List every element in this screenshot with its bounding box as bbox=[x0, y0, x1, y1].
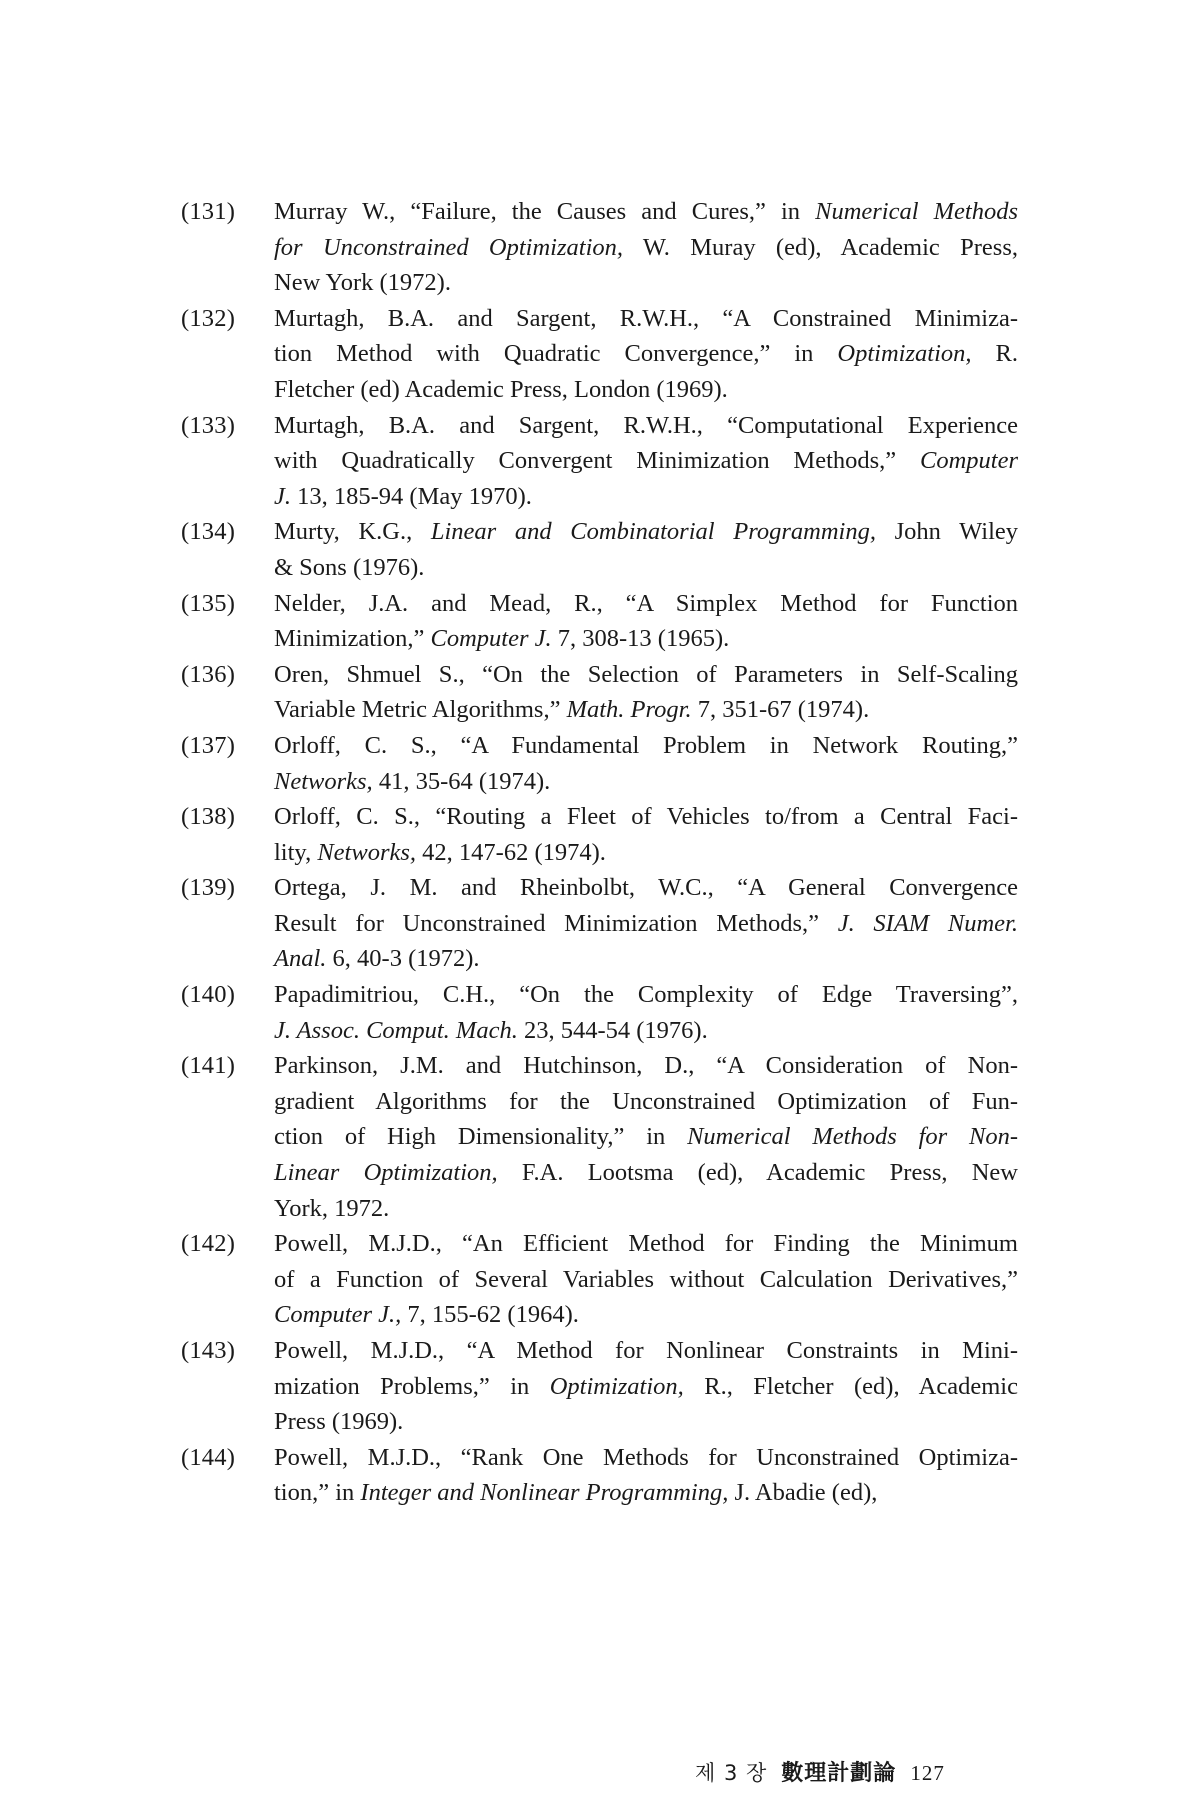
reference-italic-text: Computer J., bbox=[274, 1301, 402, 1329]
reference-plain-text: Papadimitriou, C.H., “On the Complexity of Edge Traversing”, bbox=[274, 981, 1018, 1009]
reference-entry bbox=[181, 870, 1018, 977]
reference-plain-text: 13, 185-94 (May 1970). bbox=[291, 482, 532, 510]
reference-plain-text: John Wiley bbox=[875, 518, 1018, 546]
reference-entry bbox=[181, 657, 1018, 728]
reference-plain-text: Result for Unconstrained Minimization Methods,” bbox=[274, 909, 838, 937]
reference-line bbox=[274, 870, 1018, 906]
reference-line bbox=[274, 1440, 1018, 1476]
reference-line bbox=[274, 977, 1018, 1013]
reference-plain-text: lity, bbox=[274, 838, 318, 866]
reference-line bbox=[274, 657, 1018, 693]
reference-line bbox=[274, 586, 1018, 622]
reference-text bbox=[274, 1226, 1018, 1333]
reference-text bbox=[274, 194, 1018, 301]
reference-line bbox=[274, 1048, 1018, 1084]
reference-plain-text: Parkinson, J.M. and Hutchinson, D., “A Consideration of Non- bbox=[274, 1052, 1018, 1080]
reference-line bbox=[274, 1333, 1018, 1369]
reference-italic-text: Anal. bbox=[274, 945, 327, 973]
reference-italic-text: Optimization, bbox=[549, 1372, 684, 1400]
reference-line bbox=[274, 1084, 1018, 1120]
reference-line bbox=[274, 692, 1018, 728]
reference-plain-text: 41, 35-64 (1974). bbox=[372, 767, 551, 795]
reference-line bbox=[274, 1119, 1018, 1155]
reference-list bbox=[181, 194, 1018, 1511]
reference-text bbox=[274, 586, 1018, 657]
reference-line bbox=[274, 728, 1018, 764]
reference-line bbox=[274, 941, 1018, 977]
reference-number: (133) bbox=[181, 411, 236, 439]
reference-plain-text: Orloff, C. S., “A Fundamental Problem in Network Routing,” bbox=[274, 731, 1018, 759]
reference-line bbox=[274, 1226, 1018, 1262]
reference-text bbox=[274, 657, 1018, 728]
reference-plain-text: Minimization,” bbox=[274, 625, 431, 653]
reference-entry bbox=[181, 728, 1018, 799]
reference-italic-text: Integer and Nonlinear Programming, bbox=[360, 1479, 729, 1507]
reference-plain-text: Orloff, C. S., “Routing a Fleet of Vehicles to/from a Central Faci- bbox=[274, 803, 1018, 831]
reference-line bbox=[274, 265, 1018, 301]
reference-number: (137) bbox=[181, 731, 236, 759]
reference-plain-text: Murty, K.G., bbox=[274, 518, 431, 546]
reference-italic-text: J. bbox=[274, 482, 291, 510]
reference-italic-text: J. Assoc. Comput. Mach. bbox=[274, 1016, 518, 1044]
reference-plain-text: 23, 544-54 (1976). bbox=[517, 1016, 708, 1044]
reference-plain-text: 7, 155-62 (1964). bbox=[401, 1301, 579, 1329]
reference-number: (141) bbox=[181, 1052, 236, 1080]
reference-entry bbox=[181, 586, 1018, 657]
reference-entry bbox=[181, 1048, 1018, 1226]
reference-plain-text: & Sons (1976). bbox=[274, 553, 425, 581]
reference-entry bbox=[181, 514, 1018, 585]
reference-number: (135) bbox=[181, 589, 236, 617]
reference-plain-text: 6, 40-3 (1972). bbox=[326, 945, 480, 973]
reference-entry bbox=[181, 1440, 1018, 1511]
reference-italic-text: Numerical Methods bbox=[815, 198, 1018, 225]
reference-plain-text: Murtagh, B.A. and Sargent, R.W.H., “A Constrained Minimiza- bbox=[274, 304, 1018, 332]
reference-italic-text: Math. Progr. bbox=[566, 696, 692, 724]
reference-text bbox=[274, 1048, 1018, 1226]
reference-line bbox=[274, 443, 1018, 479]
reference-plain-text: York, 1972. bbox=[274, 1194, 390, 1222]
reference-plain-text: Nelder, J.A. and Mead, R., “A Simplex Method for Function bbox=[274, 589, 1018, 617]
reference-number: (143) bbox=[181, 1337, 236, 1364]
reference-line bbox=[274, 764, 1018, 800]
reference-text bbox=[274, 870, 1018, 977]
reference-text bbox=[274, 728, 1018, 799]
reference-italic-text: Linear Optimization, bbox=[274, 1159, 498, 1187]
reference-number: (138) bbox=[181, 803, 236, 831]
reference-line bbox=[274, 1013, 1018, 1049]
reference-plain-text: Oren, Shmuel S., “On the Selection of Parameters in Self-Scaling bbox=[274, 660, 1018, 688]
reference-number: (139) bbox=[181, 874, 236, 902]
reference-italic-text: Optimization, bbox=[837, 340, 972, 368]
reference-line bbox=[274, 799, 1018, 835]
reference-plain-text: Murray W., “Failure, the Causes and Cures,” in bbox=[274, 198, 816, 225]
reference-entry bbox=[181, 301, 1018, 408]
reference-entry bbox=[181, 194, 1018, 301]
reference-number: (142) bbox=[181, 1230, 236, 1258]
reference-plain-text: R. bbox=[971, 340, 1018, 368]
reference-line bbox=[274, 906, 1018, 942]
reference-italic-text: Numerical Methods for Non- bbox=[687, 1123, 1018, 1151]
reference-number: (136) bbox=[181, 660, 236, 688]
reference-plain-text: gradient Algorithms for the Unconstrained Optimization of Fun- bbox=[274, 1087, 1018, 1115]
reference-plain-text: F.A. Lootsma (ed), Academic Press, New bbox=[497, 1159, 1018, 1187]
reference-italic-text: Computer bbox=[920, 447, 1018, 475]
reference-text bbox=[274, 1440, 1018, 1511]
reference-number: (140) bbox=[181, 981, 236, 1009]
reference-line bbox=[274, 336, 1018, 372]
reference-plain-text: 42, 147-62 (1974). bbox=[416, 838, 606, 866]
reference-entry bbox=[181, 1226, 1018, 1333]
reference-plain-text: tion,” in bbox=[274, 1479, 361, 1507]
reference-plain-text: R., Fletcher (ed), Academic bbox=[683, 1372, 1018, 1400]
reference-line bbox=[274, 514, 1018, 550]
reference-text bbox=[274, 408, 1018, 515]
reference-plain-text: of a Function of Several Variables without Calculation Derivatives,” bbox=[274, 1265, 1018, 1293]
reference-line bbox=[274, 550, 1018, 586]
reference-line bbox=[274, 1155, 1018, 1191]
reference-line bbox=[274, 621, 1018, 657]
reference-text bbox=[274, 301, 1018, 408]
reference-number: (131) bbox=[181, 198, 236, 225]
reference-plain-text: mization Problems,” in bbox=[274, 1372, 550, 1400]
reference-line bbox=[274, 194, 1018, 230]
reference-line bbox=[274, 1369, 1018, 1405]
reference-italic-text: Networks, bbox=[274, 767, 373, 795]
reference-italic-text: for Unconstrained Optimization, bbox=[274, 233, 623, 261]
reference-plain-text: Variable Metric Algorithms,” bbox=[274, 696, 567, 724]
reference-plain-text: 7, 308-13 (1965). bbox=[551, 625, 730, 653]
reference-plain-text: Murtagh, B.A. and Sargent, R.W.H., “Computational Experience bbox=[274, 411, 1018, 439]
footer-title: 數理計劃論 bbox=[781, 1761, 897, 1786]
reference-plain-text: Fletcher (ed) Academic Press, London (1969). bbox=[274, 375, 728, 403]
reference-plain-text: Powell, M.J.D., “A Method for Nonlinear Constraints in Mini- bbox=[274, 1337, 1018, 1364]
reference-text bbox=[274, 977, 1018, 1048]
reference-italic-text: Networks, bbox=[317, 838, 417, 866]
reference-italic-text: J. SIAM Numer. bbox=[837, 909, 1018, 937]
reference-line bbox=[274, 479, 1018, 515]
reference-line bbox=[274, 1297, 1018, 1333]
reference-plain-text: New York (1972). bbox=[274, 269, 451, 297]
reference-plain-text: Powell, M.J.D., “Rank One Methods for Unconstrained Optimiza- bbox=[274, 1443, 1018, 1471]
reference-line bbox=[274, 301, 1018, 337]
reference-text bbox=[274, 799, 1018, 870]
reference-line bbox=[274, 1475, 1018, 1511]
page-footer bbox=[695, 1756, 945, 1787]
reference-line bbox=[274, 1404, 1018, 1440]
reference-number: (132) bbox=[181, 304, 236, 332]
page-number: 127 bbox=[910, 1761, 945, 1785]
reference-plain-text: 7, 351-67 (1974). bbox=[691, 696, 870, 724]
reference-italic-text: Linear and Combinatorial Programming, bbox=[430, 518, 876, 546]
reference-entry bbox=[181, 799, 1018, 870]
reference-plain-text: W. Muray (ed), Academic Press, bbox=[623, 233, 1018, 261]
reference-line bbox=[274, 408, 1018, 444]
reference-number: (144) bbox=[181, 1443, 236, 1471]
reference-line bbox=[274, 1191, 1018, 1227]
reference-italic-text: Computer J. bbox=[430, 625, 552, 653]
reference-plain-text: tion Method with Quadratic Convergence,” in bbox=[274, 340, 838, 368]
reference-plain-text: ction of High Dimensionality,” in bbox=[274, 1123, 688, 1151]
reference-entry bbox=[181, 408, 1018, 515]
footer-chapter: 제 3 장 bbox=[695, 1761, 768, 1785]
reference-entry bbox=[181, 977, 1018, 1048]
reference-text bbox=[274, 1333, 1018, 1440]
reference-entry bbox=[181, 1333, 1018, 1440]
reference-text bbox=[274, 514, 1018, 585]
reference-plain-text: Ortega, J. M. and Rheinbolbt, W.C., “A General Convergence bbox=[274, 874, 1018, 902]
reference-line bbox=[274, 835, 1018, 871]
reference-line bbox=[274, 372, 1018, 408]
reference-line bbox=[274, 1262, 1018, 1298]
reference-line bbox=[274, 230, 1018, 266]
reference-number: (134) bbox=[181, 518, 236, 546]
reference-plain-text: Powell, M.J.D., “An Efficient Method for Finding the Minimum bbox=[274, 1230, 1018, 1258]
reference-plain-text: with Quadratically Convergent Minimization Methods,” bbox=[274, 447, 920, 475]
reference-plain-text: J. Abadie (ed), bbox=[728, 1479, 878, 1507]
reference-plain-text: Press (1969). bbox=[274, 1408, 404, 1436]
